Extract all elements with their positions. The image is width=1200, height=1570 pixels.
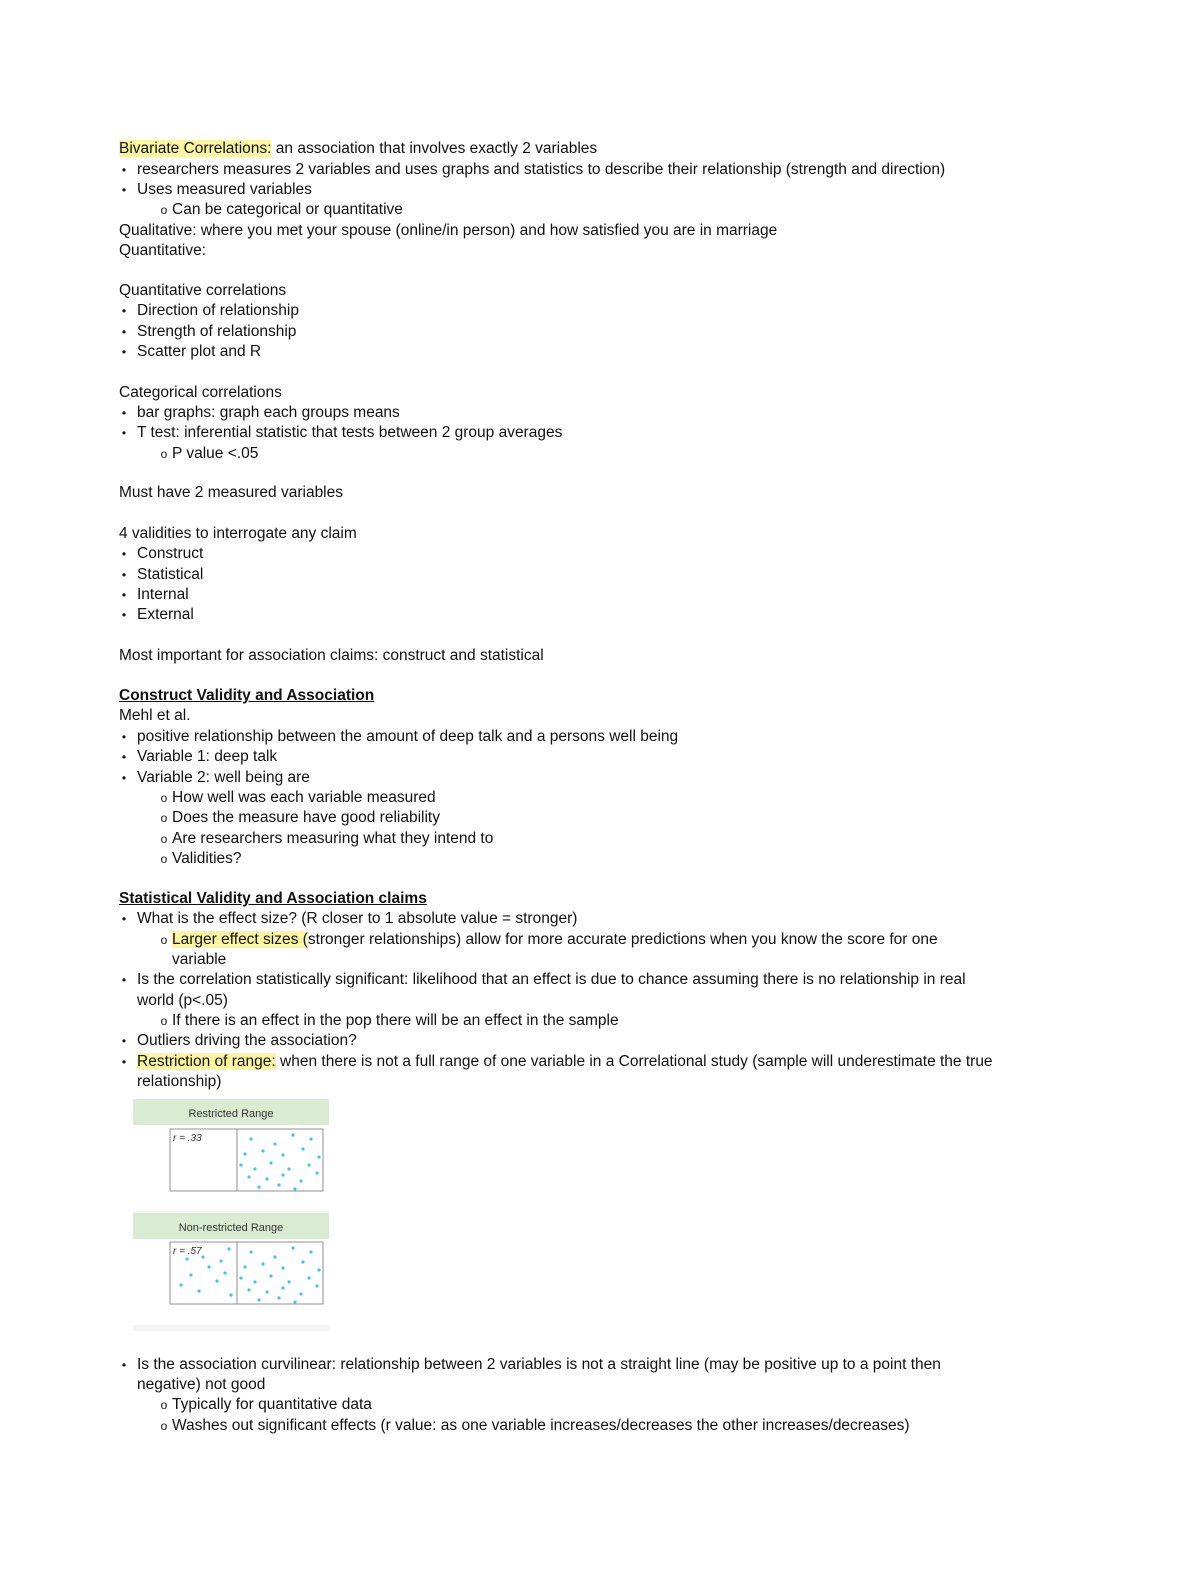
- bullet: •: [121, 608, 127, 622]
- sub-list-item: Larger effect sizes (stronger relationships) allow for more accurate predictions when you know the score for one: [172, 931, 938, 948]
- list-item: Uses measured variables: [137, 181, 312, 198]
- bullet: •: [121, 771, 127, 785]
- line-quantitative: Quantitative:: [119, 242, 207, 259]
- bullet: •: [121, 1055, 127, 1069]
- bullet: •: [121, 750, 127, 764]
- scatter-dot: [277, 1183, 280, 1186]
- bullet: •: [121, 345, 127, 359]
- list-item-continued: world (p<.05): [137, 992, 228, 1009]
- list-item: What is the effect size? (R closer to 1 absolute value = stronger): [137, 910, 578, 927]
- sub-bullet: o: [160, 791, 168, 805]
- bullet: •: [121, 730, 127, 744]
- scatter-dot: [301, 1260, 304, 1263]
- scatter-dot: [229, 1293, 232, 1296]
- sub-list-item: Does the measure have good reliability: [172, 809, 440, 826]
- sub-list-item: If there is an effect in the pop there will be an effect in the sample: [172, 1012, 619, 1029]
- sub-bullet: o: [160, 1014, 168, 1028]
- sub-list-item: How well was each variable measured: [172, 789, 436, 806]
- bullet: •: [121, 426, 127, 440]
- list-item: External: [137, 606, 194, 623]
- sub-bullet: o: [160, 1398, 168, 1412]
- sub-bullet: o: [160, 933, 168, 947]
- scatter-dot: [247, 1288, 250, 1291]
- scatter-dot: [261, 1262, 264, 1265]
- list-item: bar graphs: graph each groups means: [137, 404, 400, 421]
- scatter-dot: [317, 1268, 320, 1271]
- scatter-dot: [309, 1137, 312, 1140]
- scatter-dot: [307, 1276, 310, 1279]
- section-categorical-correlations: Categorical correlations: [119, 384, 282, 401]
- scatter-dot: [243, 1152, 246, 1155]
- scatter-dot: [265, 1177, 268, 1180]
- scatter-dot: [273, 1142, 276, 1145]
- scatter-dot: [269, 1161, 272, 1164]
- scatter-dot: [293, 1187, 296, 1190]
- scatter-dot: [281, 1153, 284, 1156]
- line-most-important: Most important for association claims: construct and statistical: [119, 647, 544, 664]
- highlight-restriction-of-range: Restriction of range:: [137, 1053, 276, 1070]
- scatter-dot: [227, 1247, 230, 1250]
- sub-list-item: Washes out significant effects (r value: as one variable increases/decreases the other increases/decreases): [172, 1417, 910, 1434]
- scatter-dot: [239, 1276, 242, 1279]
- scatter-dot: [179, 1283, 182, 1286]
- list-item: Outliers driving the association?: [137, 1032, 357, 1049]
- sub-list-item: Can be categorical or quantitative: [172, 201, 403, 218]
- list-item: positive relationship between the amount of deep talk and a persons well being: [137, 728, 679, 745]
- scatter-dot: [215, 1279, 218, 1282]
- scatter-dot: [293, 1300, 296, 1303]
- bullet: •: [121, 568, 127, 582]
- line-qualitative: Qualitative: where you met your spouse (online/in person) and how satisfied you are in marriage: [119, 222, 778, 239]
- list-item: Scatter plot and R: [137, 343, 262, 360]
- scatter-dot: [315, 1171, 318, 1174]
- bullet: •: [121, 163, 127, 177]
- sub-list-item: Typically for quantitative data: [172, 1396, 372, 1413]
- sub-list-item: Validities?: [172, 850, 242, 867]
- highlight-effect-sizes: Larger effect sizes (: [172, 931, 308, 948]
- list-item: researchers measures 2 variables and uses graphs and statistics to describe their relationship (strength and direction): [137, 161, 946, 178]
- line-mehl: Mehl et al.: [119, 707, 191, 724]
- heading-statistical-validity: Statistical Validity and Association claims: [119, 890, 427, 907]
- panel-title-nonrestricted: Non-restricted Range: [178, 1222, 284, 1234]
- scatter-dot: [257, 1298, 260, 1301]
- list-item-continued: negative) not good: [137, 1376, 266, 1393]
- list-item: Construct: [137, 545, 204, 562]
- list-item: Statistical: [137, 566, 204, 583]
- panel-title-restricted: Restricted Range: [188, 1108, 274, 1120]
- section-quantitative-correlations: Quantitative correlations: [119, 282, 287, 299]
- bullet: •: [121, 1358, 127, 1372]
- bullet: •: [121, 547, 127, 561]
- sub-bullet: o: [160, 811, 168, 825]
- scatter-dot: [291, 1246, 294, 1249]
- scatter-dot: [301, 1147, 304, 1150]
- list-item: T test: inferential statistic that tests between 2 group averages: [137, 424, 563, 441]
- scatter-dot: [201, 1255, 204, 1258]
- scatter-dot: [249, 1137, 252, 1140]
- section-four-validities: 4 validities to interrogate any claim: [119, 525, 357, 542]
- scatter-dot: [219, 1259, 222, 1262]
- scatter-dot: [185, 1257, 188, 1260]
- sub-list-item: Are researchers measuring what they intend to: [172, 830, 494, 847]
- list-item: Restriction of range: when there is not a full range of one variable in a Correlational study (sample will underestimate the true: [137, 1053, 993, 1070]
- bullet: •: [121, 912, 127, 926]
- sub-bullet: o: [160, 203, 168, 217]
- bullet: •: [121, 1034, 127, 1048]
- r-value-label: r = .33: [173, 1133, 202, 1144]
- heading-construct-validity: Construct Validity and Association: [119, 687, 375, 704]
- bullet: •: [121, 588, 127, 602]
- scatter-dot: [317, 1155, 320, 1158]
- bullet: •: [121, 973, 127, 987]
- restriction-of-range-figure: [133, 1099, 329, 1331]
- scatter-dot: [299, 1292, 302, 1295]
- list-item: Direction of relationship: [137, 302, 299, 319]
- scatter-dot: [291, 1133, 294, 1136]
- list-item: Is the correlation statistically significant: likelihood that an effect is due to chance assuming there is no relationship in real: [137, 971, 966, 988]
- sub-bullet: o: [160, 832, 168, 846]
- list-item: Is the association curvilinear: relationship between 2 variables is not a straight line (may be positive up to a point then: [137, 1356, 941, 1373]
- scatter-dot: [253, 1280, 256, 1283]
- scatter-dot: [281, 1173, 284, 1176]
- scatter-dot: [277, 1296, 280, 1299]
- scatter-dot: [207, 1265, 210, 1268]
- sub-bullet: o: [160, 447, 168, 461]
- scatter-dot: [189, 1273, 192, 1276]
- sub-list-item-continued: variable: [172, 951, 227, 968]
- sub-list-item: P value <.05: [172, 445, 259, 462]
- scatter-dot: [223, 1271, 226, 1274]
- scatter-dot: [273, 1255, 276, 1258]
- scatter-dot: [247, 1175, 250, 1178]
- scatter-dot: [315, 1284, 318, 1287]
- scatter-dot: [257, 1185, 260, 1188]
- bullet: •: [121, 304, 127, 318]
- scatter-dot: [287, 1167, 290, 1170]
- list-item: Variable 2: well being are: [137, 769, 310, 786]
- sub-bullet: o: [160, 1419, 168, 1433]
- scatter-dot: [281, 1286, 284, 1289]
- r-value-label: r = .57: [173, 1246, 202, 1257]
- bullet: •: [121, 183, 127, 197]
- scatter-dot: [249, 1250, 252, 1253]
- sub-bullet: o: [160, 852, 168, 866]
- bullet: •: [121, 406, 127, 420]
- line-bivariate: Bivariate Correlations: an association that involves exactly 2 variables: [119, 140, 598, 157]
- highlight-bivariate-term: Bivariate Correlations:: [119, 140, 272, 157]
- list-item: Internal: [137, 586, 189, 603]
- scatter-dot: [253, 1167, 256, 1170]
- scatter-dot: [309, 1250, 312, 1253]
- scatter-dot: [287, 1280, 290, 1283]
- scatter-dot: [299, 1179, 302, 1182]
- list-item-continued: relationship): [137, 1073, 222, 1090]
- scatter-dot: [265, 1290, 268, 1293]
- scatter-dot: [269, 1274, 272, 1277]
- list-item: Variable 1: deep talk: [137, 748, 278, 765]
- scatter-dot: [197, 1289, 200, 1292]
- scatter-dot: [239, 1163, 242, 1166]
- bullet: •: [121, 325, 127, 339]
- scatter-dot: [243, 1265, 246, 1268]
- scatter-dot: [261, 1149, 264, 1152]
- scatter-dot: [281, 1266, 284, 1269]
- line-measured-variables: Must have 2 measured variables: [119, 484, 344, 501]
- scatter-dot: [307, 1163, 310, 1166]
- list-item: Strength of relationship: [137, 323, 297, 340]
